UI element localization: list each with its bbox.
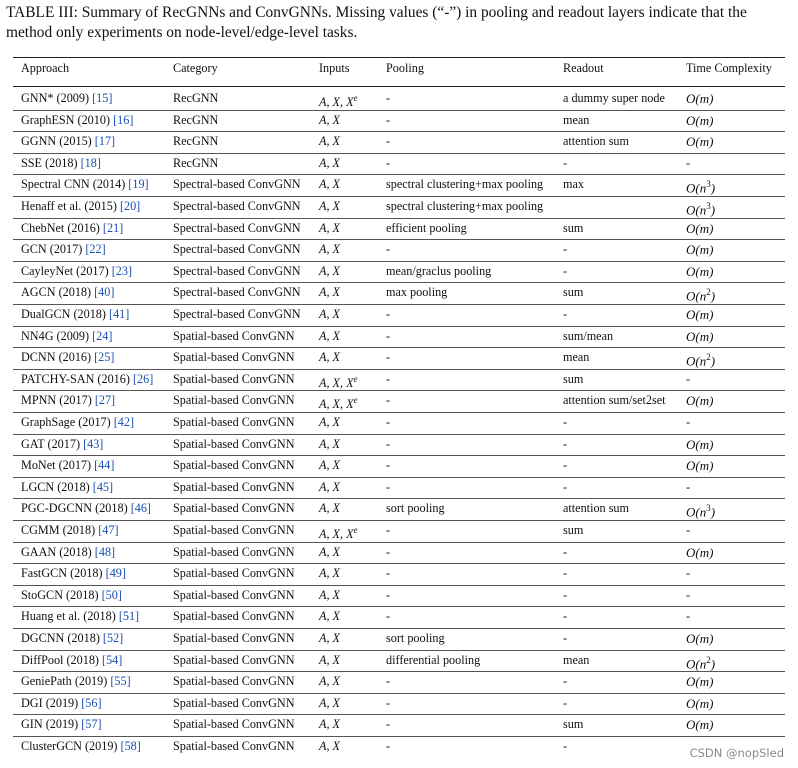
table-row xyxy=(13,477,785,499)
cell-readout: attention sum/set2set xyxy=(563,393,666,408)
table-row xyxy=(13,110,785,132)
cell-readout: sum/mean xyxy=(563,328,614,343)
cell-readout: attention sum xyxy=(563,134,630,149)
cell-inputs: A, X, Xe xyxy=(319,525,358,542)
cell-pooling: - xyxy=(386,371,391,386)
cell-category: Spectral-based ConvGNN xyxy=(173,199,301,213)
cell-time-complexity: O(m) xyxy=(686,436,714,452)
cell-readout: - xyxy=(563,307,568,321)
cell-pooling: - xyxy=(386,566,391,581)
table-row xyxy=(13,153,785,175)
citation-link[interactable]: [41] xyxy=(109,307,130,321)
citation-link[interactable]: [40] xyxy=(94,285,115,300)
cell-time-complexity: - xyxy=(686,587,691,602)
header-rule xyxy=(13,86,785,87)
cell-time-complexity: O(m) xyxy=(686,674,714,690)
table-row xyxy=(13,606,785,628)
cell-approach xyxy=(21,282,114,304)
table-row xyxy=(13,326,785,348)
cell-category: Spatial-based ConvGNN xyxy=(173,501,295,516)
citation-link[interactable]: [19] xyxy=(128,177,149,192)
cell-readout: sum xyxy=(563,717,584,732)
cell-approach xyxy=(21,542,115,564)
cell-time-complexity: O(m) xyxy=(686,717,714,733)
approach-name: SSE (2018) xyxy=(21,155,78,170)
cell-inputs: A, X xyxy=(319,328,340,343)
cell-pooling: - xyxy=(386,350,391,365)
cell-approach xyxy=(21,131,115,153)
approach-name: MPNN (2017) xyxy=(21,393,92,408)
citation-link[interactable]: [46] xyxy=(130,501,151,516)
approach-name: DualGCN (2018) xyxy=(21,307,106,321)
cell-pooling: differential pooling xyxy=(386,652,481,667)
cell-inputs: A, X xyxy=(319,436,340,451)
cell-category: Spatial-based ConvGNN xyxy=(173,393,295,408)
cell-readout: - xyxy=(563,631,568,645)
table-row xyxy=(13,563,785,585)
cell-readout: - xyxy=(563,739,568,753)
cell-category: Spatial-based ConvGNN xyxy=(173,652,295,667)
cell-pooling: - xyxy=(386,307,391,321)
cell-inputs: A, X xyxy=(319,566,340,581)
citation-link[interactable]: [55] xyxy=(110,674,131,689)
cell-approach xyxy=(21,736,141,758)
approach-name: DCNN (2016) xyxy=(21,350,92,365)
cell-time-complexity: - xyxy=(686,371,691,386)
cell-approach xyxy=(21,714,102,736)
cell-readout: sum xyxy=(563,285,584,300)
cell-inputs: A, X xyxy=(319,285,340,300)
cell-pooling: - xyxy=(386,436,391,451)
cell-time-complexity: O(m) xyxy=(686,631,714,646)
cell-category: Spatial-based ConvGNN xyxy=(173,739,295,753)
cell-inputs: A, X xyxy=(319,695,340,710)
cell-pooling: - xyxy=(386,674,391,689)
citation-link[interactable]: [23] xyxy=(111,263,133,278)
cell-inputs: A, X, Xe xyxy=(319,93,358,110)
approach-name: GGNN (2015) xyxy=(21,134,92,149)
table-row xyxy=(13,585,785,607)
table-row xyxy=(13,196,785,218)
cell-time-complexity: O(m) xyxy=(686,220,714,236)
cell-category: Spatial-based ConvGNN xyxy=(173,328,295,343)
citation-link[interactable]: [15] xyxy=(92,91,113,105)
table-row xyxy=(13,304,785,326)
cell-approach xyxy=(21,477,113,499)
cell-readout: max xyxy=(563,177,584,192)
cell-readout: - xyxy=(563,458,568,473)
cell-category: Spectral-based ConvGNN xyxy=(173,263,301,278)
citation-link[interactable]: [25] xyxy=(94,350,115,365)
cell-category: Spatial-based ConvGNN xyxy=(173,674,295,689)
cell-category: Spatial-based ConvGNN xyxy=(173,631,295,645)
cell-approach xyxy=(21,261,132,283)
cell-inputs: A, X xyxy=(319,112,340,127)
cell-approach xyxy=(21,606,139,628)
cell-category: Spatial-based ConvGNN xyxy=(173,436,295,451)
citation-link[interactable]: [20] xyxy=(119,199,141,213)
cell-pooling: spectral clustering+max pooling xyxy=(386,199,544,213)
table-row xyxy=(13,671,785,693)
cell-inputs: A, X xyxy=(319,199,340,213)
approach-name: Huang et al. (2018) xyxy=(21,609,116,624)
citation-link[interactable]: [51] xyxy=(118,609,140,624)
cell-category: RecGNN xyxy=(173,112,219,127)
cell-category: Spatial-based ConvGNN xyxy=(173,415,295,429)
table-row xyxy=(13,174,785,196)
cell-time-complexity: O(m) xyxy=(686,263,714,279)
header-approach: Approach xyxy=(21,61,70,75)
cell-category: Spatial-based ConvGNN xyxy=(173,523,295,537)
header-readout: Readout xyxy=(563,61,604,75)
citation-link[interactable]: [24] xyxy=(92,328,113,343)
table-row xyxy=(13,261,785,283)
cell-pooling: - xyxy=(386,242,391,257)
cell-readout: mean xyxy=(563,112,590,127)
cell-readout: - xyxy=(563,566,568,581)
cell-time-complexity: O(m) xyxy=(686,307,714,322)
header-inputs: Inputs xyxy=(319,61,350,75)
watermark: CSDN @nopSled xyxy=(689,746,784,760)
cell-inputs: A, X xyxy=(319,155,340,170)
table-row xyxy=(13,455,785,477)
cell-readout: a dummy super node xyxy=(563,91,665,105)
cell-pooling: - xyxy=(386,479,391,494)
cell-approach xyxy=(21,671,131,693)
cell-category: Spectral-based ConvGNN xyxy=(173,285,301,300)
cell-time-complexity: O(m) xyxy=(686,328,714,344)
approach-name: PGC-DGCNN (2018) xyxy=(21,501,128,516)
approach-name: MoNet (2017) xyxy=(21,458,92,473)
cell-pooling: - xyxy=(386,112,391,127)
cell-category: Spatial-based ConvGNN xyxy=(173,717,295,732)
cell-pooling: - xyxy=(386,458,391,473)
cell-pooling: sort pooling xyxy=(386,501,445,516)
cell-pooling: - xyxy=(386,544,391,559)
table-row xyxy=(13,390,785,412)
cell-approach xyxy=(21,110,133,132)
approach-name: FastGCN (2018) xyxy=(21,566,103,581)
citation-link[interactable]: [54] xyxy=(102,652,123,667)
cell-approach xyxy=(21,650,122,672)
approach-name: ChebNet (2016) xyxy=(21,220,100,235)
approach-name: StoGCN (2018) xyxy=(21,587,99,602)
cell-pooling: spectral clustering+max pooling xyxy=(386,177,544,192)
table-row xyxy=(13,434,785,456)
cell-category: Spectral-based ConvGNN xyxy=(173,177,301,192)
cell-approach xyxy=(21,88,112,110)
table-row xyxy=(13,88,785,110)
cell-time-complexity: O(m) xyxy=(686,134,714,150)
cell-inputs: A, X xyxy=(319,134,340,149)
cell-pooling: - xyxy=(386,523,391,537)
cell-readout: - xyxy=(563,242,568,257)
citation-link[interactable]: [47] xyxy=(98,523,119,537)
cell-time-complexity: O(m) xyxy=(686,695,714,711)
table-row xyxy=(13,347,785,369)
cell-readout: - xyxy=(563,436,568,451)
cell-inputs: A, X xyxy=(319,458,340,473)
cell-readout: - xyxy=(563,674,568,689)
cell-approach xyxy=(21,693,102,715)
cell-time-complexity: - xyxy=(686,155,691,170)
cell-approach xyxy=(21,390,115,412)
cell-inputs: A, X xyxy=(319,652,340,667)
approach-name: Henaff et al. (2015) xyxy=(21,199,117,213)
citation-link[interactable]: [17] xyxy=(94,134,116,149)
table-row xyxy=(13,542,785,564)
cell-inputs: A, X xyxy=(319,674,340,689)
cell-pooling: - xyxy=(386,587,391,602)
cell-pooling: - xyxy=(386,609,391,624)
cell-time-complexity: - xyxy=(686,415,691,429)
cell-readout: - xyxy=(563,609,568,624)
cell-pooling: efficient pooling xyxy=(386,220,467,235)
cell-inputs: A, X xyxy=(319,631,340,645)
cell-inputs: A, X xyxy=(319,263,340,278)
cell-readout: - xyxy=(563,544,568,559)
approach-name: ClusterGCN (2019) xyxy=(21,739,118,753)
approach-name: DGI (2019) xyxy=(21,695,79,710)
cell-category: Spectral-based ConvGNN xyxy=(173,307,301,321)
cell-category: Spatial-based ConvGNN xyxy=(173,350,295,365)
cell-approach xyxy=(21,412,134,434)
cell-inputs: A, X xyxy=(319,587,340,602)
cell-readout: - xyxy=(563,695,568,710)
cell-pooling: - xyxy=(386,415,391,429)
approach-name: GAT (2017) xyxy=(21,436,81,451)
table-row xyxy=(13,239,785,261)
cell-readout: - xyxy=(563,479,568,494)
cell-time-complexity: $O(n^2)$ xyxy=(686,654,716,671)
cell-readout: - xyxy=(563,587,568,602)
cell-inputs: A, X xyxy=(319,350,340,365)
approach-name: LGCN (2018) xyxy=(21,479,90,494)
cell-approach xyxy=(21,304,129,326)
cell-pooling: max pooling xyxy=(386,285,448,300)
cell-inputs: A, X xyxy=(319,609,340,624)
cell-inputs: A, X xyxy=(319,307,340,321)
citation-link[interactable]: [57] xyxy=(81,717,102,732)
approach-name: Spectral CNN (2014) xyxy=(21,177,126,192)
cell-time-complexity: O(m) xyxy=(686,91,714,106)
cell-category: Spectral-based ConvGNN xyxy=(173,220,301,235)
citation-link[interactable]: [27] xyxy=(94,393,116,408)
cell-time-complexity: O(m) xyxy=(686,544,714,560)
approach-name: DGCNN (2018) xyxy=(21,631,100,645)
cell-pooling: - xyxy=(386,717,391,732)
cell-pooling: - xyxy=(386,739,391,753)
cell-time-complexity: O(m) xyxy=(686,112,714,128)
approach-name: GraphSage (2017) xyxy=(21,415,111,429)
approach-name: GNN* (2009) xyxy=(21,91,90,105)
approach-name: GAAN (2018) xyxy=(21,544,92,559)
table-row xyxy=(13,412,785,434)
cell-pooling: - xyxy=(386,91,391,105)
cell-approach xyxy=(21,585,122,607)
citation-link[interactable]: [26] xyxy=(132,371,154,386)
cell-approach xyxy=(21,239,106,261)
table-row xyxy=(13,714,785,736)
citation-link[interactable]: [50] xyxy=(101,587,122,602)
cell-readout: attention sum xyxy=(563,501,630,516)
table-row xyxy=(13,736,785,758)
cell-approach xyxy=(21,347,114,369)
cell-category: Spatial-based ConvGNN xyxy=(173,458,295,473)
cell-readout: - xyxy=(563,415,568,429)
cell-time-complexity: O(m) xyxy=(686,393,714,409)
cell-inputs: A, X xyxy=(319,220,340,235)
cell-category: Spatial-based ConvGNN xyxy=(173,609,295,624)
table-row xyxy=(13,282,785,304)
citation-link[interactable]: [44] xyxy=(94,458,115,473)
citation-link[interactable]: [49] xyxy=(105,566,126,581)
cell-inputs: A, X xyxy=(319,415,340,429)
cell-readout: sum xyxy=(563,220,584,235)
citation-link[interactable]: [43] xyxy=(83,436,104,451)
approach-name: CGMM (2018) xyxy=(21,523,96,537)
table-row xyxy=(13,218,785,240)
cell-time-complexity: $O(n^3)$ xyxy=(686,503,716,520)
citation-link[interactable]: [18] xyxy=(80,155,101,170)
cell-category: Spatial-based ConvGNN xyxy=(173,695,295,710)
cell-category: Spectral-based ConvGNN xyxy=(173,242,301,257)
citation-link[interactable]: [21] xyxy=(102,220,124,235)
cell-inputs: A, X xyxy=(319,501,340,516)
approach-name: GeniePath (2019) xyxy=(21,674,108,689)
cell-readout: mean xyxy=(563,652,590,667)
table-row xyxy=(13,369,785,391)
citation-link[interactable]: [48] xyxy=(94,544,116,559)
cell-inputs: A, X xyxy=(319,739,340,753)
cell-category: RecGNN xyxy=(173,155,219,170)
cell-approach xyxy=(21,520,119,542)
cell-time-complexity: - xyxy=(686,609,691,624)
header-time-complexity: Time Complexity xyxy=(686,61,772,75)
cell-readout: sum xyxy=(563,371,584,386)
cell-time-complexity: O(m) xyxy=(686,458,714,474)
cell-inputs: A, X, Xe xyxy=(319,395,358,412)
cell-time-complexity: $O(n^2)$ xyxy=(686,287,716,304)
cell-pooling: - xyxy=(386,155,391,170)
cell-category: Spatial-based ConvGNN xyxy=(173,587,295,602)
citation-link[interactable]: [45] xyxy=(92,479,114,494)
approach-name: GraphESN (2010) xyxy=(21,112,111,127)
citation-link[interactable]: [58] xyxy=(120,739,141,753)
cell-approach xyxy=(21,153,101,175)
cell-time-complexity: O(m) xyxy=(686,242,714,258)
cell-category: RecGNN xyxy=(173,91,219,105)
cell-readout: sum xyxy=(563,523,584,537)
approach-name: GIN (2019) xyxy=(21,717,79,732)
approach-name: AGCN (2018) xyxy=(21,285,92,300)
cell-readout: - xyxy=(563,263,568,278)
header-category: Category xyxy=(173,61,218,75)
citation-link[interactable]: [16] xyxy=(113,112,134,127)
table-row xyxy=(13,498,785,520)
citation-link[interactable]: [52] xyxy=(102,631,124,645)
cell-approach xyxy=(21,498,151,520)
cell-inputs: A, X xyxy=(319,544,340,559)
approach-name: DiffPool (2018) xyxy=(21,652,99,667)
cell-approach xyxy=(21,218,123,240)
table-row xyxy=(13,693,785,715)
cell-pooling: - xyxy=(386,134,391,149)
cell-category: Spatial-based ConvGNN xyxy=(173,479,295,494)
table-row xyxy=(13,520,785,542)
cell-category: RecGNN xyxy=(173,134,219,149)
cell-category: Spatial-based ConvGNN xyxy=(173,544,295,559)
cell-pooling: mean/graclus pooling xyxy=(386,263,492,278)
cell-category: Spatial-based ConvGNN xyxy=(173,371,295,386)
approach-name: PATCHY-SAN (2016) xyxy=(21,371,130,386)
cell-approach xyxy=(21,196,140,218)
table-row xyxy=(13,628,785,650)
cell-inputs: A, X xyxy=(319,717,340,732)
cell-readout: mean xyxy=(563,350,590,365)
header-pooling: Pooling xyxy=(386,61,424,75)
cell-pooling: - xyxy=(386,393,391,408)
approach-name: GCN (2017) xyxy=(21,242,83,257)
cell-time-complexity: $O(n^3)$ xyxy=(686,179,716,196)
cell-approach xyxy=(21,326,112,348)
cell-category: Spatial-based ConvGNN xyxy=(173,566,295,581)
cell-inputs: A, X xyxy=(319,177,340,192)
cell-time-complexity: - xyxy=(686,479,691,494)
cell-pooling: - xyxy=(386,328,391,343)
approach-name: NN4G (2009) xyxy=(21,328,90,343)
cell-pooling: - xyxy=(386,695,391,710)
cell-approach xyxy=(21,455,114,477)
cell-approach xyxy=(21,563,126,585)
table-row xyxy=(13,650,785,672)
citation-link[interactable]: [56] xyxy=(81,695,102,710)
cell-approach xyxy=(21,628,123,650)
cell-approach xyxy=(21,174,149,196)
table-row xyxy=(13,131,785,153)
cell-inputs: A, X xyxy=(319,242,340,257)
cell-inputs: A, X, Xe xyxy=(319,373,358,390)
citation-link[interactable]: [22] xyxy=(85,242,106,257)
citation-link[interactable]: [42] xyxy=(113,415,135,429)
cell-time-complexity: $O(n^2)$ xyxy=(686,352,716,369)
cell-time-complexity: - xyxy=(686,566,691,581)
cell-approach xyxy=(21,434,103,456)
cell-time-complexity: - xyxy=(686,523,691,537)
cell-inputs: A, X xyxy=(319,479,340,494)
cell-readout: - xyxy=(563,155,568,170)
cell-approach xyxy=(21,369,153,391)
cell-pooling: sort pooling xyxy=(386,631,445,645)
table-caption: TABLE III: Summary of RecGNNs and ConvGNNs. Missing values (“-”) in pooling and readout layers indicate that the method only experiments on node-level/edge-level tasks. xyxy=(6,4,747,41)
table-header-row xyxy=(13,58,785,80)
approach-name: CayleyNet (2017) xyxy=(21,263,109,278)
cell-time-complexity: $O(n^3)$ xyxy=(686,201,716,218)
